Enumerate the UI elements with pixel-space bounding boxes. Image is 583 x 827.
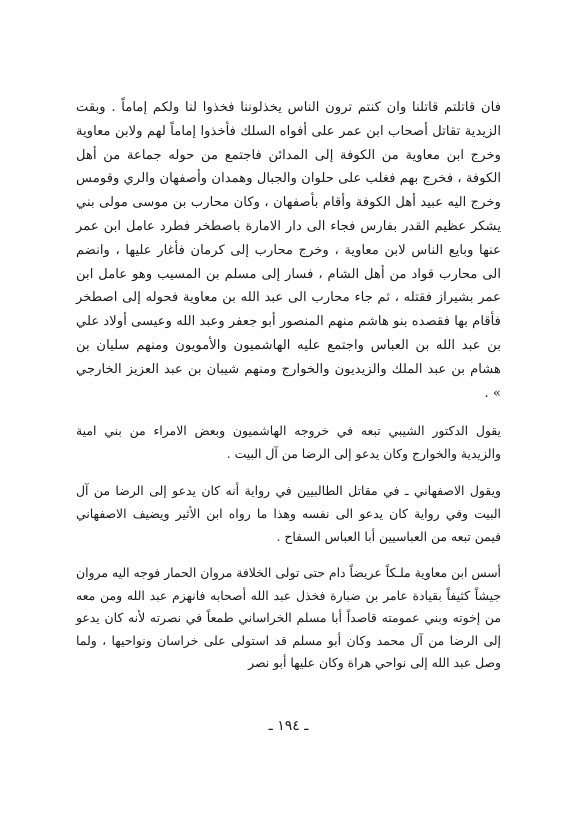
paragraph-3: ويقول الاصفهاني ـ في مقاتل الطالبيين في رواية أنه كان يدعو إلى الرضا من آل البيت وفي رواية كان يدعو الى نفسه وهذا ما رواه ابن الأثير ويضيف الاصفهاني فيمن تبعه من العباسيين أبا العباس السفاح .	[76, 483, 501, 545]
page-number: ـ ١٩٤ ـ	[268, 718, 309, 734]
document-page	[76, 96, 501, 796]
paragraph-1: فان قاتلتم قاتلنا وان كنتم ترون الناس يخذلوننا فخذوا لنا ولكم إماماً . وبقت الزيدية تقاتل أصحاب ابن عمر على أفواه السلك فأخذوا إماماً لهم ولابن معاوية وخرج ابن معاوية من الكوفة إلى المدائن فاجتمع من حوله جماعة من أهل الكوفة ، فخرج بهم فغلب على حلوان والجبال وهمدان وأصفهان والري وقومس وخرج اليه عبيد أهل الكوفة وأقام بأصفهان ، وكان محارب بن موسى مولى بني يشكر عظيم القدر بفارس فجاء الى دار الامارة باصطخر فطرد عامل ابن عمر عنها وبايع الناس لابن معاوية ، وخرج محارب إلى كرمان فأغار عليها ، وانضم الى محارب قواد من أهل الشام ، فسار إلى مسلم بن المسيب وهو عامل ابن عمر بشيراز فقتله ، ثم جاء محارب الى عبد الله بن معاوية فحوله إلى اصطخر فأقام بها فقصده بنو هاشم منهم المنصور أبو جعفر وعبد الله وعيسى أولاد علي بن عبد الله بن العباس واجتمع عليه الهاشميون والأمويون ومنهم سليان بن هشام بن عبد الملك والزيديون والخوارج ومنهم شيبان بن عبد العزيز الخارجي » .	[76, 100, 501, 401]
paragraph-2: يقول الدكتور الشيبي تبعه في خروجه الهاشميون وبعض الامراء من بني امية والزيدية والخوارج وكان يدعو إلى الرضا من آل البيت .	[76, 423, 501, 462]
paragraph-4: أسس ابن معاوية ملـكاً عريضاً دام حتى تولى الخلافة مروان الحمار فوجه اليه مروان جيشاً كثيفاً بقيادة عامر بن ضبارة فخذل عبد الله أصحابه فانهزم عبد الله ومن معه من إخوته وبني عمومته قاصداً أبا مسلم الخراساني طمعاً في نصرته لأنه كان يدعو إلى الرضا من آل محمد وكان أبو مسلم قد استولى على خراسان ونواحيها ، ولما وصل عبد الله إلى نواحي هراة وكان عليها أبو نصر	[76, 565, 501, 671]
